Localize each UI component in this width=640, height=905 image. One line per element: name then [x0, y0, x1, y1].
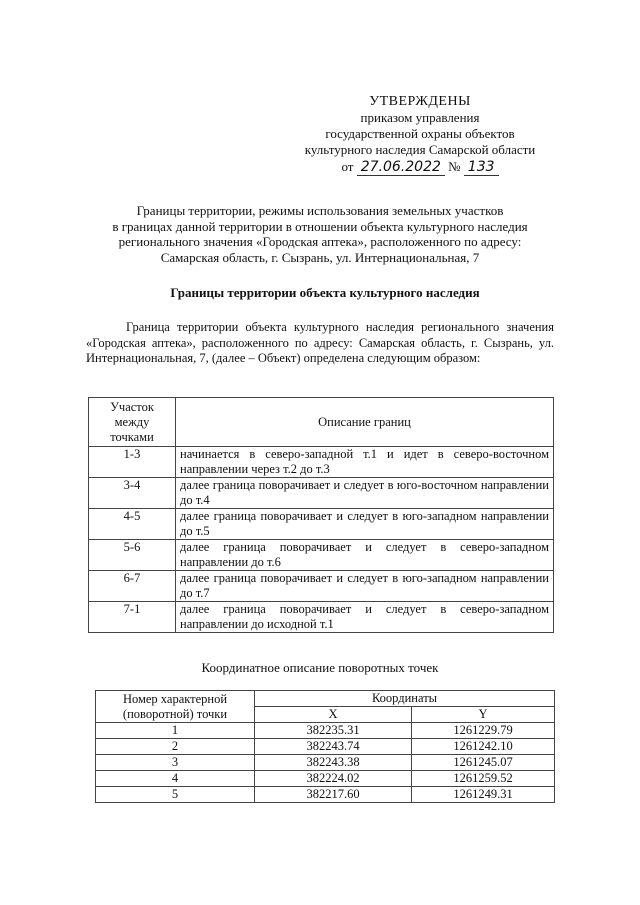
x-cell: 382235.31 — [255, 723, 412, 739]
table-row — [96, 739, 555, 755]
boundaries-table — [88, 397, 554, 633]
point-cell: 2 — [96, 739, 255, 755]
table-row — [96, 723, 555, 739]
approval-block — [290, 94, 550, 175]
header-segment: Участок между точками — [89, 398, 176, 447]
description-cell: далее граница поворачивает и следует в юго-западном направлении до т.5 — [176, 509, 554, 540]
description-cell: далее граница поворачивает и следует в северо-западном направлении до т.6 — [176, 540, 554, 571]
approval-title: УТВЕРЖДЕНЫ — [369, 94, 471, 109]
approval-number: 133 — [464, 159, 499, 176]
x-cell: 382243.38 — [255, 755, 412, 771]
section-title: Границы территории объекта культурного наследия — [170, 285, 480, 300]
header-y: Y — [412, 707, 555, 723]
table-row — [89, 602, 554, 633]
table-row — [89, 478, 554, 509]
header-coordinates: Координаты — [255, 691, 555, 707]
subtitle-line: Самарская область, г. Сызрань, ул. Интернациональная, 7 — [160, 249, 480, 265]
intro-text: Граница территории объекта культурного наследия регионального значения «Городская аптека», расположенного по адресу: Самарская область, г. Сызрань, ул. Интернациональная, 7, (далее – Объект) определена следующим образом: — [86, 320, 554, 365]
table-row — [89, 509, 554, 540]
segment-cell: 3-4 — [89, 478, 176, 509]
table-row — [89, 571, 554, 602]
y-cell: 1261229.79 — [412, 723, 555, 739]
point-cell: 4 — [96, 771, 255, 787]
segment-cell: 1-3 — [89, 447, 176, 478]
approval-date-line — [290, 159, 550, 175]
table-row — [89, 540, 554, 571]
coordinates-table — [95, 690, 555, 803]
x-cell: 382217.60 — [255, 787, 412, 803]
approval-date: 27.06.2022 — [357, 159, 445, 176]
y-cell: 1261249.31 — [412, 787, 555, 803]
point-cell: 3 — [96, 755, 255, 771]
table-row — [89, 447, 554, 478]
coordinates-header-row — [96, 691, 555, 707]
description-cell: далее граница поворачивает и следует в северо-западном направлении до исходной т.1 — [176, 602, 554, 633]
segment-cell: 6-7 — [89, 571, 176, 602]
subtitle-line: Границы территории, режимы использования земельных участков — [136, 203, 504, 218]
y-cell: 1261242.10 — [412, 739, 555, 755]
point-cell: 5 — [96, 787, 255, 803]
description-cell: далее граница поворачивает и следует в юго-восточном направлении до т.4 — [176, 478, 554, 509]
point-cell: 1 — [96, 723, 255, 739]
segment-cell: 4-5 — [89, 509, 176, 540]
description-cell: начинается в северо-западной т.1 и идет в северо-восточном направлении через т.2 до т.3 — [176, 447, 554, 478]
intro-paragraph — [86, 320, 554, 367]
segment-cell: 7-1 — [89, 602, 176, 633]
segment-cell: 5-6 — [89, 540, 176, 571]
approval-line-3: культурного наследия Самарской области — [304, 142, 536, 157]
coordinates-title: Координатное описание поворотных точек — [201, 660, 439, 675]
description-cell: далее граница поворачивает и следует в юго-западном направлении до т.7 — [176, 571, 554, 602]
x-cell: 382243.74 — [255, 739, 412, 755]
table-row — [96, 755, 555, 771]
document-subtitle — [80, 203, 560, 265]
approval-line-1: приказом управления — [360, 110, 480, 125]
header-x: X — [255, 707, 412, 723]
header-point: Номер характерной (поворотной) точки — [96, 691, 255, 723]
x-cell: 382224.02 — [255, 771, 412, 787]
boundaries-table-header — [89, 398, 554, 447]
approval-line-2: государственной охраны объектов — [325, 126, 515, 141]
date-prefix: от — [341, 159, 354, 174]
subtitle-line: регионального значения «Городская аптека», расположенного по адресу: — [118, 234, 522, 249]
number-prefix: № — [448, 159, 461, 174]
table-row — [96, 771, 555, 787]
table-row — [96, 787, 555, 803]
subtitle-line: в границах данной территории в отношении объекта культурного наследия — [112, 218, 528, 234]
y-cell: 1261259.52 — [412, 771, 555, 787]
header-description: Описание границ — [176, 398, 554, 447]
y-cell: 1261245.07 — [412, 755, 555, 771]
